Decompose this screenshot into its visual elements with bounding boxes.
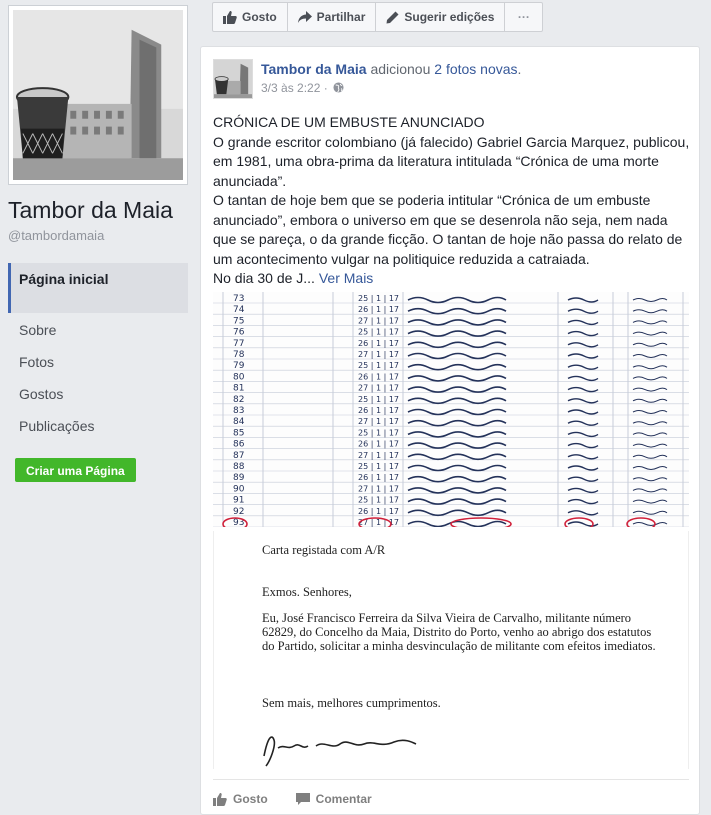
ledger-scribble-name: [408, 376, 506, 381]
ledger-scribble-name: [408, 354, 506, 359]
ledger-scribble-place: [568, 421, 598, 425]
post-paragraph-last: [213, 269, 693, 289]
ledger-row-number: 78: [233, 350, 245, 360]
ledger-row-number: 77: [233, 338, 245, 349]
ledger-row-date: 27 | 1 | 17: [358, 316, 400, 326]
ledger-scribble-place: [568, 365, 598, 369]
page-nav: [8, 263, 188, 442]
ledger-scribble-status: [633, 343, 667, 346]
ledger-row-number: 92: [233, 506, 245, 517]
ledger-scribble-name: [408, 365, 506, 370]
ledger-scribble-name: [408, 454, 506, 459]
ledger-scribble-status: [633, 299, 667, 302]
ledger-row-date: 26 | 1 | 17: [358, 439, 400, 449]
ledger-scribble-status: [633, 377, 667, 380]
ledger-scribble-name: [408, 342, 506, 347]
ledger-scribble-name: [408, 488, 506, 493]
ledger-scribble-place: [568, 309, 598, 313]
ledger-image: [213, 292, 689, 527]
letter-greeting: Exmos. Senhores,: [262, 585, 352, 599]
page-handle: @tambordamaia: [8, 228, 105, 243]
ledger-row-date: 25 | 1 | 17: [358, 361, 400, 371]
ledger-scribble-name: [408, 466, 506, 471]
ledger-scribble-name: [408, 499, 506, 504]
ledger-scribble-place: [568, 376, 598, 380]
ledger-row-number: 86: [233, 439, 245, 450]
ledger-scribble-place: [568, 410, 598, 414]
post-action-suffix: .: [517, 61, 522, 77]
ledger-row-number: 88: [233, 462, 245, 472]
ledger-row-number: 90: [233, 484, 245, 495]
post-paragraph: CRÓNICA DE UM EMBUSTE ANUNCIADO: [213, 114, 485, 130]
ledger-scribble-status: [633, 444, 667, 447]
post-action-text: [370, 61, 521, 77]
ledger-scribble-status: [633, 455, 667, 458]
ledger-row-date: 25 | 1 | 17: [358, 327, 400, 337]
ledger-scribble-place: [568, 343, 598, 347]
more-dots-icon: ···: [517, 10, 530, 24]
ledger-row-date: 25 | 1 | 17: [358, 495, 400, 505]
comment-button[interactable]: [296, 792, 372, 806]
globe-icon: [333, 82, 344, 96]
ledger-row-date: 25 | 1 | 17: [358, 428, 400, 438]
ledger-row-number: 81: [233, 383, 245, 394]
ledger-row-date: 27 | 1 | 17: [358, 417, 400, 427]
ledger-scribble-place: [568, 466, 598, 470]
ledger-scribble-status: [633, 366, 667, 369]
ledger-row-date: 26 | 1 | 17: [358, 372, 400, 382]
ledger-scribble-name: [408, 410, 506, 415]
post-author-avatar[interactable]: [213, 59, 253, 99]
post-body-text: [213, 113, 693, 289]
ledger-row-number: 87: [233, 450, 245, 461]
left-column: [0, 0, 200, 815]
ledger-row-number: 75: [233, 316, 245, 327]
ledger-scribble-status: [633, 433, 667, 436]
ledger-scribble-status: [633, 511, 667, 514]
pencil-icon: [386, 11, 399, 24]
ledger-scribble-status: [633, 310, 667, 313]
ledger-scribble-name: [408, 387, 506, 392]
ledger-scribble-place: [568, 511, 598, 515]
ledger-scribble-place: [568, 432, 598, 436]
post-footer-divider: [213, 779, 689, 780]
ledger-scribble-place: [568, 320, 598, 324]
ledger-row-date: 25 | 1 | 17: [358, 394, 400, 404]
more-options-button[interactable]: [505, 2, 543, 32]
ledger-scribble-place: [568, 477, 598, 481]
ledger-scribble-name: [408, 443, 506, 448]
comment-label: Comentar: [315, 792, 372, 806]
ledger-scribble-status: [633, 489, 667, 492]
ledger-row-number: 73: [233, 294, 245, 304]
ledger-scribble-place: [568, 488, 598, 492]
ledger-row-date: 26 | 1 | 17: [358, 305, 400, 315]
page-name[interactable]: Tambor da Maia: [8, 197, 173, 223]
ledger-row-date: 27 | 1 | 17: [358, 518, 400, 527]
post-like-button[interactable]: [213, 792, 268, 806]
share-arrow-icon: [298, 11, 312, 23]
share-label: Partilhar: [316, 10, 366, 24]
ledger-row-date: 27 | 1 | 17: [358, 350, 400, 359]
like-page-label: Gosto: [242, 10, 277, 24]
ledger-scribble-status: [633, 332, 667, 335]
ledger-row-number: 84: [233, 417, 245, 428]
ledger-scribble-name: [408, 331, 506, 336]
nav-item-home[interactable]: Página inicial: [8, 263, 188, 313]
ledger-row-number: 93: [233, 518, 245, 527]
post-truncated-text: No dia 30 de J...: [213, 270, 315, 286]
ledger-scribble-status: [633, 399, 667, 402]
ledger-scribble-place: [568, 332, 598, 336]
profile-picture[interactable]: [8, 5, 188, 185]
suggest-edits-button[interactable]: [376, 2, 505, 32]
post-paragraph: O grande escritor colombiano (já falecido) Gabriel Garcia Marquez, publicou, em 1981, uma obra-prima da literatura intitulada “Crónica de uma morte anunciada”.: [213, 133, 690, 189]
ledger-row-number: 89: [233, 473, 245, 484]
ledger-scribble-status: [633, 411, 667, 414]
ledger-scribble-place: [568, 354, 598, 358]
see-more-link[interactable]: Ver Mais: [318, 270, 374, 286]
ledger-scribble-name: [408, 510, 506, 515]
letter-heading: Carta registada com A/R: [262, 543, 386, 557]
thumbs-up-icon: [213, 793, 227, 806]
profile-photo-image: [13, 10, 183, 180]
ledger-row-number: 82: [233, 394, 245, 405]
ledger-scribble-name: [408, 477, 506, 482]
nav-item-about[interactable]: Sobre: [19, 322, 57, 338]
post-like-label: Gosto: [233, 792, 268, 806]
ledger-row-number: 74: [233, 305, 245, 316]
ledger-row-date: 27 | 1 | 17: [358, 450, 400, 460]
ledger-scribble-name: [408, 432, 506, 437]
ledger-scribble-name: [408, 298, 506, 303]
ledger-scribble-place: [568, 500, 598, 504]
ledger-scribble-name: [408, 421, 506, 426]
ledger-row-number: 91: [233, 495, 245, 506]
ledger-scribble-status: [633, 500, 667, 503]
ledger-scribble-place: [568, 444, 598, 448]
comment-bubble-icon: [296, 793, 310, 806]
ledger-row-date: 27 | 1 | 17: [358, 383, 400, 393]
nav-item-posts[interactable]: Publicações: [19, 418, 95, 434]
ledger-scribble-status: [633, 321, 667, 324]
ledger-scribble-name: [408, 522, 506, 527]
ledger-row-date: 26 | 1 | 17: [358, 506, 400, 516]
letter-photo[interactable]: [213, 531, 689, 769]
ledger-row-date: 26 | 1 | 17: [358, 473, 400, 483]
create-page-button[interactable]: Criar uma Página: [15, 458, 136, 482]
ledger-scribble-place: [568, 399, 598, 403]
nav-item-photos[interactable]: Fotos: [19, 354, 55, 370]
letter-closing: Sem mais, melhores cumprimentos.: [262, 696, 441, 710]
ledger-row-date: 26 | 1 | 17: [358, 406, 400, 415]
ledger-photo[interactable]: [213, 292, 689, 527]
ledger-row-number: 85: [233, 428, 245, 439]
suggest-edits-label: Sugerir edições: [404, 10, 495, 24]
nav-item-likes[interactable]: Gostos: [19, 386, 64, 402]
ledger-scribble-place: [568, 388, 598, 392]
new-photos-link[interactable]: 2 fotos novas: [434, 61, 518, 77]
post-time-text: 3/3 às 2:22 ·: [261, 81, 328, 95]
ledger-scribble-place: [568, 298, 598, 302]
post-action-prefix: adicionou: [370, 61, 431, 77]
ledger-row-date: 25 | 1 | 17: [358, 462, 400, 471]
ledger-scribble-status: [633, 388, 667, 391]
ledger-row-number: 76: [233, 327, 245, 338]
post-footer: [213, 787, 400, 811]
page-action-bar: [212, 2, 543, 32]
share-button[interactable]: [288, 2, 377, 32]
post-paragraph: O tantan de hoje bem que se poderia intitular “Crónica de um embuste anunciado”, embora o universo em que se desenrola não seja, nem nada que se pareça, o da grande ficção. O tantan de hoje não passa do relato de um acontecimento vulgar na politiquice reduzida a catraiada.: [213, 192, 683, 267]
post-author-link[interactable]: Tambor da Maia: [261, 61, 367, 77]
like-page-button[interactable]: [212, 2, 288, 32]
ledger-scribble-status: [633, 467, 667, 470]
ledger-scribble-place: [568, 455, 598, 459]
post-timestamp[interactable]: [261, 81, 344, 96]
ledger-row-date: 25 | 1 | 17: [358, 294, 400, 303]
ledger-scribble-status: [633, 523, 667, 526]
letter-body: Eu, José Francisco Ferreira da Silva Vieira de Carvalho, militante número 62829, do Concelho da Maia, Distrito do Porto, venho ao abrigo dos estatutos do Partido, solicitar a minha desvinculação de militante com efeitos imediatos.: [262, 611, 656, 653]
ledger-row-date: 26 | 1 | 17: [358, 338, 400, 348]
post-title-line: [261, 61, 521, 77]
ledger-scribble-status: [633, 422, 667, 425]
ledger-row-number: 79: [233, 361, 245, 372]
ledger-row-number: 83: [233, 406, 245, 416]
ledger-scribble-name: [408, 309, 506, 314]
ledger-scribble-name: [408, 398, 506, 403]
ledger-scribble-name: [408, 320, 506, 325]
ledger-row-number: 80: [233, 372, 245, 383]
ledger-row-date: 27 | 1 | 17: [358, 484, 400, 494]
handwritten-signature-image: [254, 726, 424, 769]
ledger-scribble-status: [633, 478, 667, 481]
post-card: [200, 46, 700, 815]
thumbs-up-icon: [223, 11, 237, 24]
ledger-scribble-status: [633, 355, 667, 358]
